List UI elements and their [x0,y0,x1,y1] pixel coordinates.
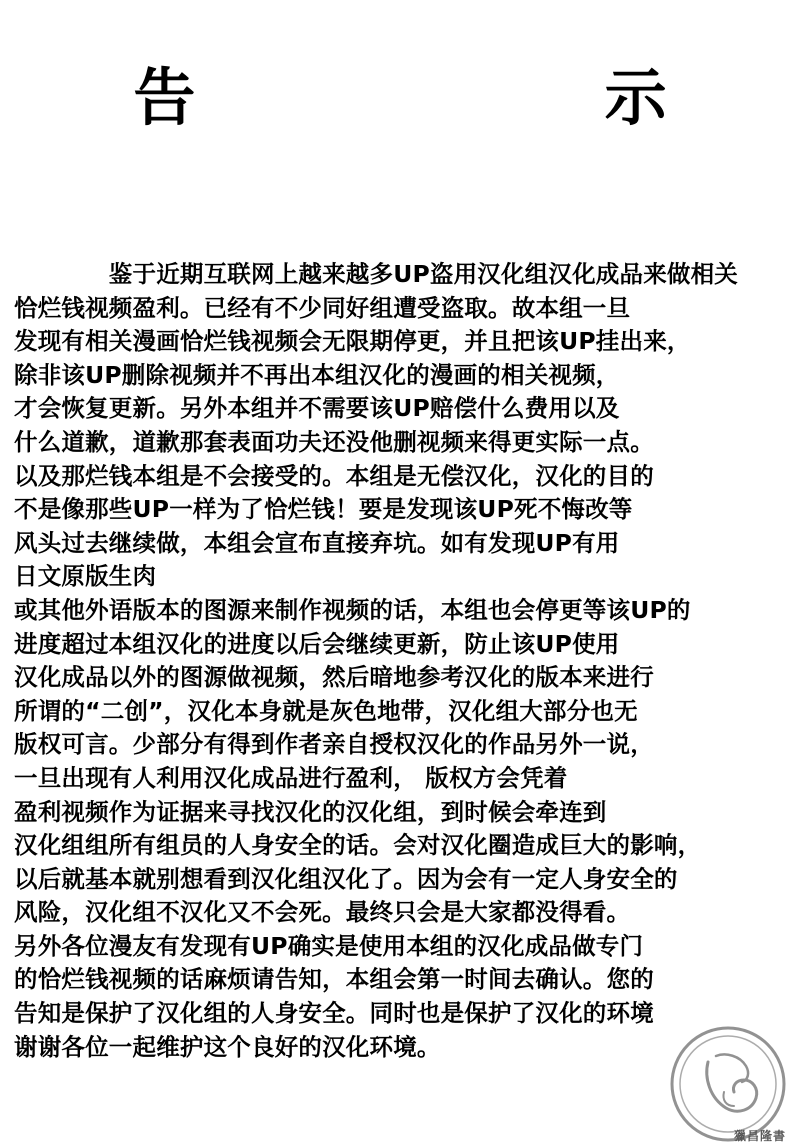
paragraph: 才会恢复更新。另外本组并不需要该UP赔偿什么费用以及 [14,394,620,423]
paragraph: 汉化组组所有组员的人身安全的话。会对汉化圈造成巨大的影响， [14,831,702,860]
watermark-label: 獵昌隆書 [733,1129,786,1143]
paragraph: 进度超过本组汉化的进度以后会继续更新，防止该UP使用 [14,629,620,658]
notice-body [14,258,788,1064]
paragraph: 汉化成品以外的图源做视频，然后暗地参考汉化的版本来进行 [14,663,654,692]
paragraph: 风险，汉化组不汉化又不会死。最终只会是大家都没得看。 [14,898,631,927]
paragraph: 版权可言。少部分有得到作者亲自授权汉化的作品另外一说， [14,730,654,759]
paragraph: 风头过去继续做，本组会宣布直接弃坑。如有发现UP有用 [14,528,620,557]
paragraph: 恰烂钱视频盈利。已经有不少同好组遭受盗取。故本组一旦 [14,293,631,322]
paragraph: 的恰烂钱视频的话麻烦请告知，本组会第一时间去确认。您的 [14,965,654,994]
paragraph: 盈利视频作为证据来寻找汉化的汉化组，到时候会牵连到 [14,797,607,826]
paragraph: 谢谢各位一起维护这个良好的汉化环境。 [14,1032,441,1061]
paragraph: 或其他外语版本的图源来制作视频的话，本组也会停更等该UP的 [14,595,691,624]
page-title: 告 示 [133,61,723,134]
paragraph: 以后就基本就别想看到汉化组汉化了。因为会有一定人身安全的 [14,864,678,893]
paragraph: 告知是保护了汉化组的人身安全。同时也是保护了汉化的环境 [14,999,654,1028]
paragraph: 不是像那些UP一样为了恰烂钱！要是发现该UP死不悔改等 [14,495,633,524]
paragraph: 另外各位漫友有发现有UP确实是使用本组的汉化成品做专门 [14,931,644,960]
paragraph: 鉴于近期互联网上越来越多UP盗用汉化组汉化成品来做相关 [14,260,739,288]
paragraph: 除非该UP删除视频并不再出本组汉化的漫画的相关视频， [14,360,620,389]
paragraph: 日文原版生肉 [14,562,157,591]
paragraph: 什么道歉，道歉那套表面功夫还没他删视频来得更实际一点。 [14,427,654,456]
paragraph: 以及那烂钱本组是不会接受的。本组是无偿汉化，汉化的目的 [14,461,654,490]
paragraph: 所谓的“二创”，汉化本身就是灰色地带，汉化组大部分也无 [14,696,638,725]
paragraph: 发现有相关漫画恰烂钱视频会无限期停更，并且把该UP挂出来， [14,327,691,356]
paragraph: 一旦出现有人利用汉化成品进行盈利， 版权方会凭着 [14,763,568,792]
